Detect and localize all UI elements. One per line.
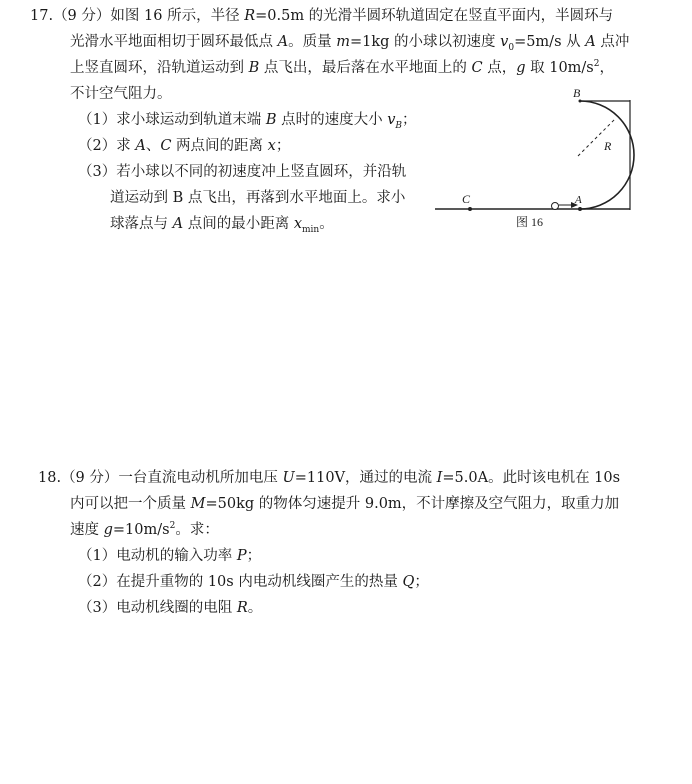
q17-line-4: 不计空气阻力。 [70, 86, 172, 102]
semicircle-track [580, 101, 634, 209]
q17-sub-1: （1）求小球运动到轨道末端 B 点时的速度大小 $v_B$； [78, 112, 417, 131]
q17-line-2: 光滑水平地面相切于圆环最低点 A。质量 m=1kg 的小球以初速度 $v_0=5m/s$ 从 A 点冲 [70, 34, 630, 53]
q17-line-3: 上竖直圆环，沿轨道运动到 B 点飞出，最后落在水平地面上的 C 点，g 取 $10m/s^2$， [70, 59, 614, 76]
q17-sub-2: （2）求 A、C 两点间的距离 x； [78, 138, 291, 154]
q18-sub-1: （1）电动机的输入功率 P； [78, 548, 262, 564]
q18-line-2: 内可以把一个质量 M=50kg 的物体匀速提升 9.0m，不计摩擦及空气阻力，取重力加 [70, 496, 620, 512]
q17-sub-3-line-3: 球落点与 A 点间的最小距离 $x_{min}$。 [110, 216, 334, 235]
label-b: B [573, 86, 581, 100]
label-a: A [575, 194, 582, 206]
q17-line-1: 17.（9 分）如图 16 所示，半径 R=0.5m 的光滑半圆环轨道固定在竖直平面内，半圆环与 [30, 8, 614, 24]
label-r: R [604, 139, 612, 153]
q18-line-3: 速度 $g=10m/s^2$。求： [70, 521, 219, 538]
point-c-dot [468, 207, 472, 211]
ball [552, 203, 559, 210]
point-a-dot [578, 207, 582, 211]
q18-line-1: 18.（9 分）一台直流电动机所加电压 U=110V，通过的电流 I=5.0A。此时该电机在 10s [38, 470, 621, 486]
q17-number: 17. [30, 8, 54, 24]
q18-number: 18. [38, 470, 62, 486]
q18-sub-2: （2）在提升重物的 10s 内电动机线圈产生的热量 Q； [78, 574, 429, 590]
q17-sub-3-line-2: 道运动到 B 点飞出，再落到水平地面上。求小 [110, 190, 406, 206]
q18-sub-3: （3）电动机线圈的电阻 R。 [78, 600, 263, 616]
figure-caption: 图 16 [516, 215, 544, 229]
q17-sub-3-line-1: （3）若小球以不同的初速度冲上竖直圆环，并沿轨 [78, 164, 407, 180]
label-c: C [462, 192, 471, 206]
